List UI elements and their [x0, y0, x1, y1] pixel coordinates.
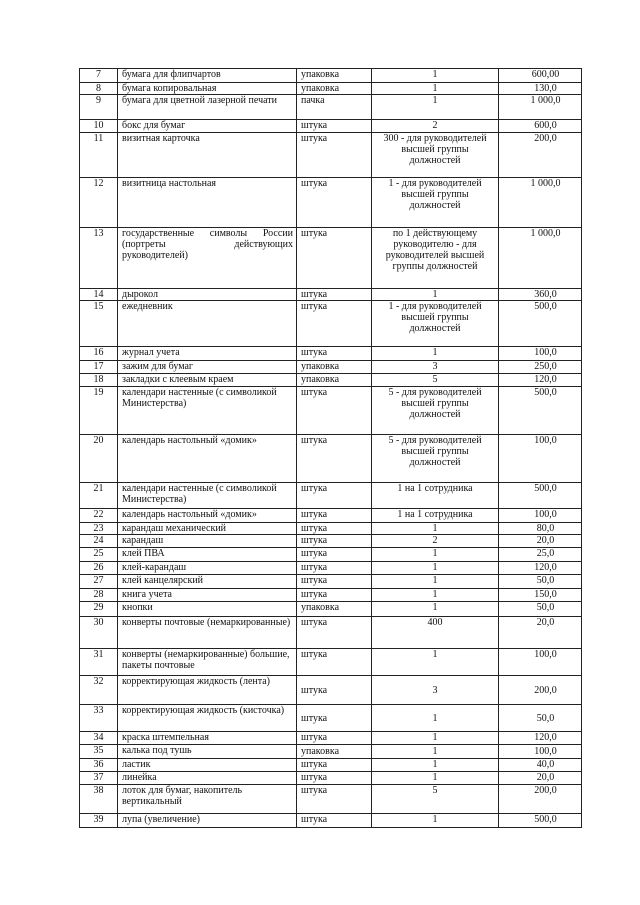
- table-row: [80, 745, 582, 759]
- price-cell: 80,0: [499, 523, 582, 535]
- item-name-cell: дырокол: [118, 289, 297, 301]
- unit-cell: упаковка: [297, 745, 372, 759]
- row-number-cell: 29: [80, 602, 118, 617]
- quantity-cell: 1: [372, 548, 499, 562]
- quantity-cell: 1: [372, 732, 499, 745]
- item-name-cell: календарь настольный «домик»: [118, 435, 297, 483]
- price-cell: 500,0: [499, 387, 582, 435]
- item-name-cell: карандаш: [118, 535, 297, 548]
- unit-cell: упаковка: [297, 69, 372, 83]
- table-row: [80, 785, 582, 814]
- quantity-cell: 1: [372, 759, 499, 772]
- item-name-cell: ластик: [118, 759, 297, 772]
- item-name-cell: календари настенные (с символикой Министерства): [118, 387, 297, 435]
- unit-cell: штука: [297, 228, 372, 289]
- price-cell: 120,0: [499, 374, 582, 387]
- item-name-cell: корректирующая жидкость (кисточка): [118, 705, 297, 732]
- quantity-cell: 1: [372, 745, 499, 759]
- row-number-cell: 15: [80, 301, 118, 347]
- quantity-cell: 1 - для руководителей высшей группы должностей: [372, 301, 499, 347]
- price-cell: 500,0: [499, 301, 582, 347]
- price-cell: 20,0: [499, 772, 582, 785]
- item-name-cell: клей канцелярский: [118, 575, 297, 589]
- row-number-cell: 10: [80, 120, 118, 133]
- unit-cell: штука: [297, 301, 372, 347]
- table-row: [80, 133, 582, 178]
- quantity-cell: 2: [372, 120, 499, 133]
- row-number-cell: 9: [80, 95, 118, 120]
- table-row: [80, 228, 582, 289]
- item-name-cell: линейка: [118, 772, 297, 785]
- price-cell: 250,0: [499, 361, 582, 374]
- table-row: [80, 523, 582, 535]
- item-name-cell: зажим для бумаг: [118, 361, 297, 374]
- table-row: [80, 602, 582, 617]
- unit-cell: упаковка: [297, 374, 372, 387]
- price-cell: 50,0: [499, 575, 582, 589]
- row-number-cell: 14: [80, 289, 118, 301]
- item-name-cell: лоток для бумаг, накопитель вертикальный: [118, 785, 297, 814]
- supplies-table: [79, 68, 582, 828]
- supplies-table-page: [79, 68, 581, 828]
- quantity-cell: 1: [372, 69, 499, 83]
- row-number-cell: 27: [80, 575, 118, 589]
- table-row: [80, 649, 582, 676]
- item-name-cell: визитная карточка: [118, 133, 297, 178]
- table-row: [80, 732, 582, 745]
- price-cell: 120,0: [499, 562, 582, 575]
- row-number-cell: 12: [80, 178, 118, 228]
- table-row: [80, 759, 582, 772]
- quantity-cell: 300 - для руководителей высшей группы должностей: [372, 133, 499, 178]
- table-row: [80, 676, 582, 705]
- table-row: [80, 705, 582, 732]
- quantity-cell: 1: [372, 589, 499, 602]
- price-cell: 200,0: [499, 785, 582, 814]
- quantity-cell: 1: [372, 83, 499, 95]
- table-row: [80, 483, 582, 509]
- table-row: [80, 575, 582, 589]
- quantity-cell: 1: [372, 649, 499, 676]
- item-name-cell: бумага копировальная: [118, 83, 297, 95]
- unit-cell: штука: [297, 575, 372, 589]
- unit-cell: штука: [297, 535, 372, 548]
- row-number-cell: 30: [80, 617, 118, 649]
- item-name-cell: лупа (увеличение): [118, 814, 297, 828]
- item-name-cell: калька под тушь: [118, 745, 297, 759]
- row-number-cell: 13: [80, 228, 118, 289]
- quantity-cell: 1 на 1 сотрудника: [372, 483, 499, 509]
- item-name-cell: журнал учета: [118, 347, 297, 361]
- row-number-cell: 11: [80, 133, 118, 178]
- unit-cell: штука: [297, 759, 372, 772]
- unit-cell: штука: [297, 548, 372, 562]
- unit-cell: штука: [297, 483, 372, 509]
- quantity-cell: 3: [372, 676, 499, 705]
- item-name-cell: бокс для бумаг: [118, 120, 297, 133]
- row-number-cell: 35: [80, 745, 118, 759]
- price-cell: 40,0: [499, 759, 582, 772]
- quantity-cell: по 1 действующему руководителю - для руководителей высшей группы должностей: [372, 228, 499, 289]
- item-name-cell: клей-карандаш: [118, 562, 297, 575]
- price-cell: 1 000,0: [499, 228, 582, 289]
- row-number-cell: 23: [80, 523, 118, 535]
- item-name-cell: закладки с клеевым краем: [118, 374, 297, 387]
- unit-cell: штука: [297, 387, 372, 435]
- price-cell: 130,0: [499, 83, 582, 95]
- row-number-cell: 20: [80, 435, 118, 483]
- row-number-cell: 24: [80, 535, 118, 548]
- price-cell: 200,0: [499, 676, 582, 705]
- table-row: [80, 95, 582, 120]
- unit-cell: пачка: [297, 95, 372, 120]
- row-number-cell: 36: [80, 759, 118, 772]
- quantity-cell: 1 на 1 сотрудника: [372, 509, 499, 523]
- row-number-cell: 19: [80, 387, 118, 435]
- item-name-cell: визитница настольная: [118, 178, 297, 228]
- row-number-cell: 28: [80, 589, 118, 602]
- table-row: [80, 562, 582, 575]
- table-row: [80, 120, 582, 133]
- quantity-cell: 1: [372, 772, 499, 785]
- unit-cell: штука: [297, 347, 372, 361]
- unit-cell: штука: [297, 705, 372, 732]
- row-number-cell: 22: [80, 509, 118, 523]
- table-row: [80, 361, 582, 374]
- unit-cell: штука: [297, 649, 372, 676]
- price-cell: 25,0: [499, 548, 582, 562]
- price-cell: 500,0: [499, 814, 582, 828]
- price-cell: 20,0: [499, 535, 582, 548]
- quantity-cell: 1 - для руководителей высшей группы должностей: [372, 178, 499, 228]
- row-number-cell: 21: [80, 483, 118, 509]
- row-number-cell: 33: [80, 705, 118, 732]
- table-row: [80, 387, 582, 435]
- quantity-cell: 1: [372, 814, 499, 828]
- table-row: [80, 289, 582, 301]
- row-number-cell: 8: [80, 83, 118, 95]
- quantity-cell: 400: [372, 617, 499, 649]
- item-name-cell: государственные символы России (портреты действующих руководителей): [118, 228, 297, 289]
- quantity-cell: 3: [372, 361, 499, 374]
- table-row: [80, 772, 582, 785]
- quantity-cell: 1: [372, 347, 499, 361]
- item-name-cell: конверты (немаркированные) большие, пакеты почтовые: [118, 649, 297, 676]
- quantity-cell: 1: [372, 562, 499, 575]
- price-cell: 20,0: [499, 617, 582, 649]
- unit-cell: штука: [297, 562, 372, 575]
- quantity-cell: 5 - для руководителей высшей группы должностей: [372, 435, 499, 483]
- table-row: [80, 83, 582, 95]
- row-number-cell: 17: [80, 361, 118, 374]
- price-cell: 200,0: [499, 133, 582, 178]
- item-name-cell: корректирующая жидкость (лента): [118, 676, 297, 705]
- quantity-cell: 1: [372, 289, 499, 301]
- price-cell: 500,0: [499, 483, 582, 509]
- price-cell: 1 000,0: [499, 178, 582, 228]
- table-row: [80, 69, 582, 83]
- table-row: [80, 374, 582, 387]
- row-number-cell: 32: [80, 676, 118, 705]
- unit-cell: штука: [297, 814, 372, 828]
- unit-cell: штука: [297, 617, 372, 649]
- row-number-cell: 18: [80, 374, 118, 387]
- supplies-table-body: [80, 69, 582, 828]
- price-cell: 150,0: [499, 589, 582, 602]
- table-row: [80, 509, 582, 523]
- table-row: [80, 347, 582, 361]
- quantity-cell: 1: [372, 95, 499, 120]
- quantity-cell: 2: [372, 535, 499, 548]
- row-number-cell: 37: [80, 772, 118, 785]
- item-name-cell: бумага для флипчартов: [118, 69, 297, 83]
- row-number-cell: 38: [80, 785, 118, 814]
- item-name-cell: календарь настольный «домик»: [118, 509, 297, 523]
- table-row: [80, 548, 582, 562]
- price-cell: 120,0: [499, 732, 582, 745]
- quantity-cell: 1: [372, 575, 499, 589]
- unit-cell: штука: [297, 509, 372, 523]
- unit-cell: штука: [297, 120, 372, 133]
- unit-cell: штука: [297, 523, 372, 535]
- row-number-cell: 26: [80, 562, 118, 575]
- item-name-cell: кнопки: [118, 602, 297, 617]
- unit-cell: штука: [297, 772, 372, 785]
- item-name-cell: книга учета: [118, 589, 297, 602]
- table-row: [80, 589, 582, 602]
- item-name-cell: календари настенные (с символикой Министерства): [118, 483, 297, 509]
- item-name-cell: клей ПВА: [118, 548, 297, 562]
- price-cell: 100,0: [499, 649, 582, 676]
- unit-cell: штука: [297, 589, 372, 602]
- item-name-cell: конверты почтовые (немаркированные): [118, 617, 297, 649]
- unit-cell: штука: [297, 289, 372, 301]
- unit-cell: штука: [297, 676, 372, 705]
- price-cell: 100,0: [499, 745, 582, 759]
- price-cell: 50,0: [499, 602, 582, 617]
- table-row: [80, 435, 582, 483]
- unit-cell: штука: [297, 732, 372, 745]
- table-row: [80, 301, 582, 347]
- quantity-cell: 1: [372, 705, 499, 732]
- unit-cell: упаковка: [297, 361, 372, 374]
- unit-cell: штука: [297, 178, 372, 228]
- price-cell: 100,0: [499, 509, 582, 523]
- price-cell: 360,0: [499, 289, 582, 301]
- row-number-cell: 16: [80, 347, 118, 361]
- unit-cell: штука: [297, 133, 372, 178]
- row-number-cell: 7: [80, 69, 118, 83]
- item-name-cell: бумага для цветной лазерной печати: [118, 95, 297, 120]
- unit-cell: штука: [297, 435, 372, 483]
- quantity-cell: 1: [372, 602, 499, 617]
- unit-cell: упаковка: [297, 602, 372, 617]
- quantity-cell: 1: [372, 523, 499, 535]
- price-cell: 1 000,0: [499, 95, 582, 120]
- table-row: [80, 178, 582, 228]
- price-cell: 600,0: [499, 120, 582, 133]
- price-cell: 100,0: [499, 347, 582, 361]
- row-number-cell: 34: [80, 732, 118, 745]
- quantity-cell: 5 - для руководителей высшей группы должностей: [372, 387, 499, 435]
- unit-cell: штука: [297, 785, 372, 814]
- quantity-cell: 5: [372, 785, 499, 814]
- price-cell: 600,00: [499, 69, 582, 83]
- row-number-cell: 25: [80, 548, 118, 562]
- table-row: [80, 535, 582, 548]
- table-row: [80, 617, 582, 649]
- quantity-cell: 5: [372, 374, 499, 387]
- price-cell: 50,0: [499, 705, 582, 732]
- row-number-cell: 39: [80, 814, 118, 828]
- item-name-cell: карандаш механический: [118, 523, 297, 535]
- row-number-cell: 31: [80, 649, 118, 676]
- price-cell: 100,0: [499, 435, 582, 483]
- unit-cell: упаковка: [297, 83, 372, 95]
- table-row: [80, 814, 582, 828]
- item-name-cell: краска штемпельная: [118, 732, 297, 745]
- item-name-cell: ежедневник: [118, 301, 297, 347]
